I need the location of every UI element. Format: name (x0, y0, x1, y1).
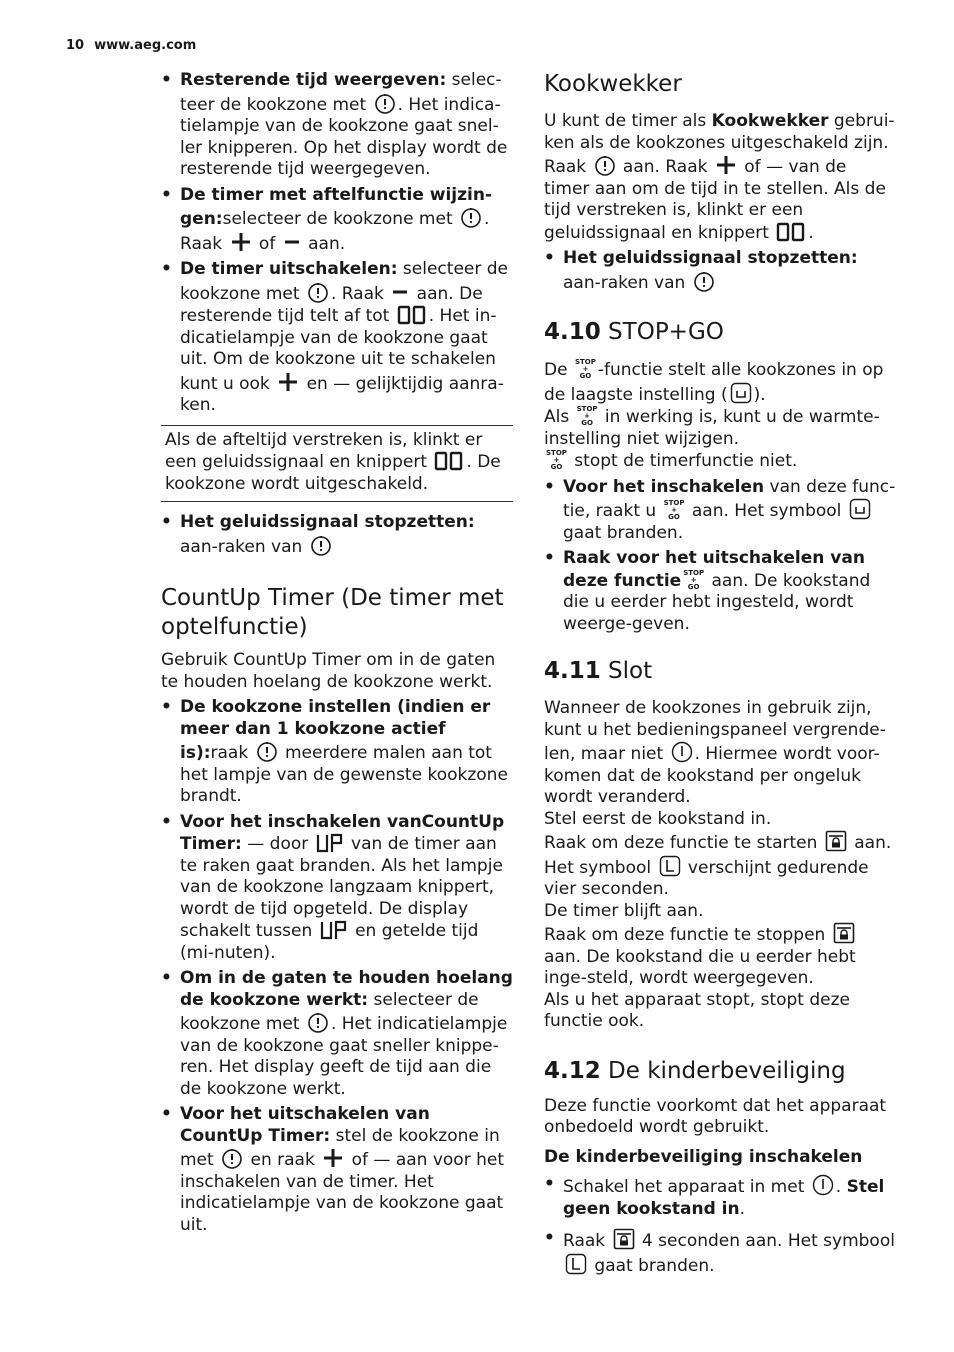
section-4-12-heading: 4.12 De kinderbeveiliging (544, 1057, 846, 1084)
stopgo-bullets (544, 477, 896, 636)
list-item: • Voor het inschakelen van deze func-tie, raakt u STOP + GO aan. Het symbool gaat branden. (544, 477, 896, 545)
stop-go-icon: STOP + GO (663, 499, 685, 521)
kookwekker-bullets (544, 248, 896, 294)
list-item: • Voor het inschakelen vanCountUp Timer: — door van de timer aan te raken gaat branden. Als het lampje van de kookzone langzaam knippert, wordt de tijd opgeteld. De display schakelt tussen en getelde tijd (mi-nuten). (161, 812, 513, 965)
timer-icon (374, 92, 396, 114)
list-item: • Om in de gaten te houden hoelang de kookzone werkt: selecteer de kookzone met . Het indicatielampje van de kookzone gaat sneller knippe-ren. Het display geeft de tijd aan die de kookzone werkt. (161, 968, 513, 1100)
timer-bullets (161, 70, 513, 417)
timer-icon (256, 740, 278, 762)
slot-text-5: De timer blijft aan. (544, 900, 704, 921)
power-icon (671, 741, 693, 763)
countup-bullets (161, 697, 513, 1236)
timer-icon (221, 1147, 243, 1169)
countup-heading: CountUp Timer (De timer met optelfunctie) (161, 585, 504, 640)
timer-icon (307, 281, 329, 303)
lock-icon (613, 1228, 635, 1250)
stop-go-icon: STOP + GO (683, 568, 705, 591)
stopgo-text-1: De STOP + GO -functie stelt alle kookzones in op de laagste instelling ( ). (544, 358, 884, 405)
plus-icon (322, 1147, 344, 1169)
list-item: • Het geluidssignaal stopzetten: aan-raken van (161, 512, 513, 558)
list-item: • Resterende tijd weergeven: selec-teer de kookzone met . Het indica-tielampje van de kookzone gaat snel-ler knipperen. Op het display wordt de resterende tijd weergegeven. (161, 70, 513, 181)
timer-icon (307, 1011, 329, 1033)
timer-icon (693, 270, 715, 292)
stop-go-icon: STOP + GO (576, 405, 598, 427)
power-icon (812, 1174, 834, 1196)
plus-icon (277, 371, 299, 393)
list-item: • Schakel het apparaat in met . Stel geen kookstand in. (544, 1174, 896, 1220)
slot-text-2: Stel eerst de kookstand in. (544, 808, 772, 829)
countup-intro: Gebruik CountUp Timer om in de gaten te houden hoelang de kookzone werkt. (161, 650, 496, 692)
display-00-icon (397, 305, 427, 325)
section-4-10-heading: 4.10 STOP+GO (544, 319, 724, 345)
plus-icon (715, 154, 737, 176)
note-text: Als de afteltijd verstreken is, klinkt er een geluidssignaal en knippert . De kookzone wordt uitgeschakeld. (165, 429, 501, 494)
kinder-bullets (544, 1174, 896, 1277)
page-header (66, 38, 196, 53)
stop-go-icon: STOP + GO (574, 358, 596, 380)
kookwekker-heading: Kookwekker (544, 71, 682, 97)
plus-icon (230, 231, 252, 253)
display-00-icon (776, 222, 806, 242)
stopgo-text-3: STOP + GO stopt de timerfunctie niet. (546, 449, 798, 471)
site-url: www.aeg.com (94, 38, 197, 53)
display-u-icon (730, 382, 752, 404)
kookwekker-text: U kunt de timer als Kookwekker gebrui-ken als de kookzones uitgeschakeld zijn. Raak aan. Raak of — van de timer aan om de tijd in te stellen. Als de tijd verstreken is, klinkt er een geluidssignaal en knippert . (544, 111, 895, 243)
minus-icon (391, 281, 409, 303)
minus-icon (283, 231, 301, 253)
list-item: • De kookzone instellen (indien er meer dan 1 kookzone actief is):raak meerdere malen aan tot het lampje van de gewenste kookzone brandt. (161, 697, 513, 808)
list-item: • Raak voor het uitschakelen van deze functie STOP + GO aan. De kookstand die u eerder hebt ingesteld, wordt weerge-geven. (544, 548, 896, 635)
timer-icon (310, 534, 332, 556)
note-box (161, 425, 513, 503)
lock-icon (825, 830, 847, 852)
display-00-icon (434, 451, 464, 471)
page-number: 10 (66, 38, 85, 53)
display-up-icon (316, 833, 344, 853)
display-l-icon (565, 1253, 587, 1275)
kinder-subheading: De kinderbeveiliging inschakelen (544, 1146, 863, 1167)
slot-text-1: Wanneer de kookzones in gebruik zijn, kunt u het bedieningspaneel vergrende-len, maar niet . Hiermee wordt voor-komen dat de kookstand per ongeluk wordt veranderd. (544, 698, 886, 807)
list-item: • De timer uitschakelen: selecteer de kookzone met . Raak aan. De resterende tijd telt af tot . Het in-dicatielampje van de kookzone gaat uit. Om de kookzone uit te schakelen kunt u ook en — gelijktijdig aanra-ken. (161, 259, 513, 417)
slot-text-4: Het symbool verschijnt gedurende vier seconden. (544, 855, 896, 901)
lock-icon (833, 922, 855, 944)
section-4-11-heading: 4.11 Slot (544, 658, 653, 684)
slot-text-7: Als u het apparaat stopt, stopt deze functie ook. (544, 989, 851, 1031)
list-item: • De timer met aftelfunctie wijzin-gen:selecteer de kookzone met . Raak of aan. (161, 185, 513, 256)
display-up-icon (320, 920, 348, 940)
kinder-text-1: Deze functie voorkomt dat het apparaat onbedoeld wordt gebruikt. (544, 1095, 887, 1137)
sound-bullets (161, 512, 513, 558)
right-column (544, 70, 896, 1281)
list-item: • Voor het uitschakelen van CountUp Timer: stel de kookzone in met en raak of — aan voor het inschakelen van de timer. Het indicatielampje van de kookzone gaat uit. (161, 1104, 513, 1236)
slot-text-6: Raak om deze functie te stoppen aan. De kookstand die u eerder hebt inge-steld, wordt weergegeven. (544, 922, 896, 990)
display-l-icon (659, 855, 681, 877)
stopgo-text-2: Als STOP + GO in werking is, kunt u de warmte-instelling niet wijzigen. (544, 405, 880, 449)
slot-text-3: Raak om deze functie te starten aan. (544, 830, 896, 855)
timer-icon (460, 206, 482, 228)
list-item: • Raak 4 seconden aan. Het symbool gaat branden. (544, 1228, 896, 1277)
left-column (161, 70, 513, 1240)
stop-go-icon: STOP + GO (546, 449, 567, 471)
timer-icon (594, 154, 616, 176)
list-item: • Het geluidssignaal stopzetten: aan-raken van (544, 248, 896, 294)
display-u-icon (849, 498, 871, 520)
